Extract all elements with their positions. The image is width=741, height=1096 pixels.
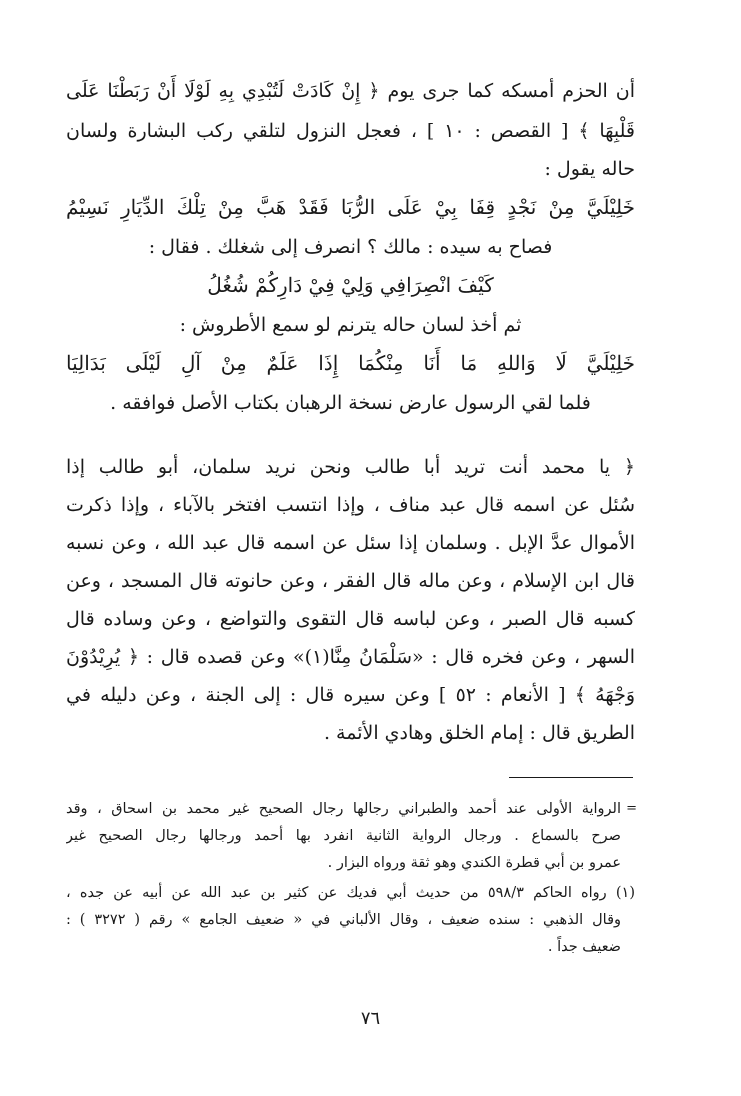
page-number: ٧٦ [360, 1008, 381, 1029]
footnote-continuation-marker: = [626, 801, 637, 816]
footnote-1-line-2: وقال الذهبي : سنده ضعيف ، وقال الألباني في « ضعيف الجامع » رقم ( ٣٢٧٢ ) : [66, 912, 621, 928]
body-line-4: فصاح به سيده : مالك ؟ انصرف إلى شغلك . فقال : [148, 236, 553, 258]
footnote-0-line-1: الرواية الأولى عند أحمد والطبراني رجالها رجال الصحيح غير محمد بن اسحاق ، وقد [66, 801, 621, 817]
poem-verse-3: خَلِيْلَيَّ لَا وَاللهِ مَا أَنَا مِنْكُمَا إِذَا عَلَمٌ مِنْ آلِ لَيْلَى بَدَالِيَا [66, 351, 635, 375]
footnote-0-line-2: صرح بالسماع . ورجال الرواية الثانية انفرد بها أحمد ورجالها رجال الصحيح غير [66, 828, 621, 844]
body-line-1: أن الحزم أمسكه كما جرى يوم ﴿ إِنْ كَادَتْ لَتُبْدِي بِهِ لَوْلَا أَنْ رَبَطْنَا عَلَى [66, 80, 635, 102]
body-line-6: فلما لقي الرسول عارض نسخة الرهبان بكتاب الأصل فوافقه . [110, 392, 591, 414]
para2-line-5: كسبه قال الصبر ، وعن لباسه قال التقوى والتواضع ، وعن وساده قال [66, 608, 635, 630]
para2-line-7: وَجْهَهُ ﴾ [ الأنعام : ٥٢ ] وعن سيره قال : إلى الجنة ، وعن دليله في [66, 684, 635, 706]
para2-line-1: ﴿ يا محمد أنت تريد أبا طالب ونحن نريد سلمان، أبو طالب إذا [66, 456, 635, 478]
body-line-3: حاله يقول : [544, 158, 635, 180]
poem-verse-1: خَلِيْلَيَّ مِنْ نَجْدٍ قِفَا بِيْ عَلَى الرُّبَا فَقَدْ هَبَّ مِنْ تِلْكَ الدِّيَارِ نَسِيْمُ [66, 195, 635, 219]
footnote-1-line-1: (١) رواه الحاكم ٥٩٨/٣ من حديث أبي فديك عن كثير بن عبد الله عن أبيه عن جده ، [66, 885, 635, 901]
body-line-5: ثم أخذ لسان حاله يترنم لو سمع الأطروش : [179, 314, 522, 336]
para2-line-6: السهر ، وعن فخره قال : «سَلْمَانُ مِنَّا(١)» وعن قصده قال : ﴿ يُرِيْدُوْنَ [66, 646, 635, 668]
para2-line-2: سُئل عن اسمه قال عبد مناف ، وإذا انتسب افتخر بالآباء ، وإذا ذكرت [66, 494, 635, 516]
footnote-separator [509, 777, 633, 778]
para2-line-4: قال ابن الإسلام ، وعن ماله قال الفقر ، وعن حانوته قال المسجد ، وعن [66, 570, 635, 592]
footnote-1-line-3: ضعيف جداً . [547, 939, 621, 955]
body-line-2: قَلْبِهَا ﴾ [ القصص : ١٠ ] ، فعجل النزول لتلقي ركب البشارة ولسان [66, 120, 635, 142]
para2-line-8: الطريق قال : إمام الخلق وهادي الأئمة . [323, 722, 635, 744]
poem-verse-2: كَيْفَ انْصِرَافِي وَلِيْ فِيْ دَارِكُمْ شُغُلُ [207, 273, 494, 297]
footnote-0-line-3: عمرو بن أبي قطرة الكندي وهو ثقة ورواه البزار . [327, 855, 621, 871]
para2-line-3: الأموال عدَّ الإبل . وسلمان إذا سئل عن اسمه قال عبد الله ، وعن نسبه [66, 532, 635, 554]
